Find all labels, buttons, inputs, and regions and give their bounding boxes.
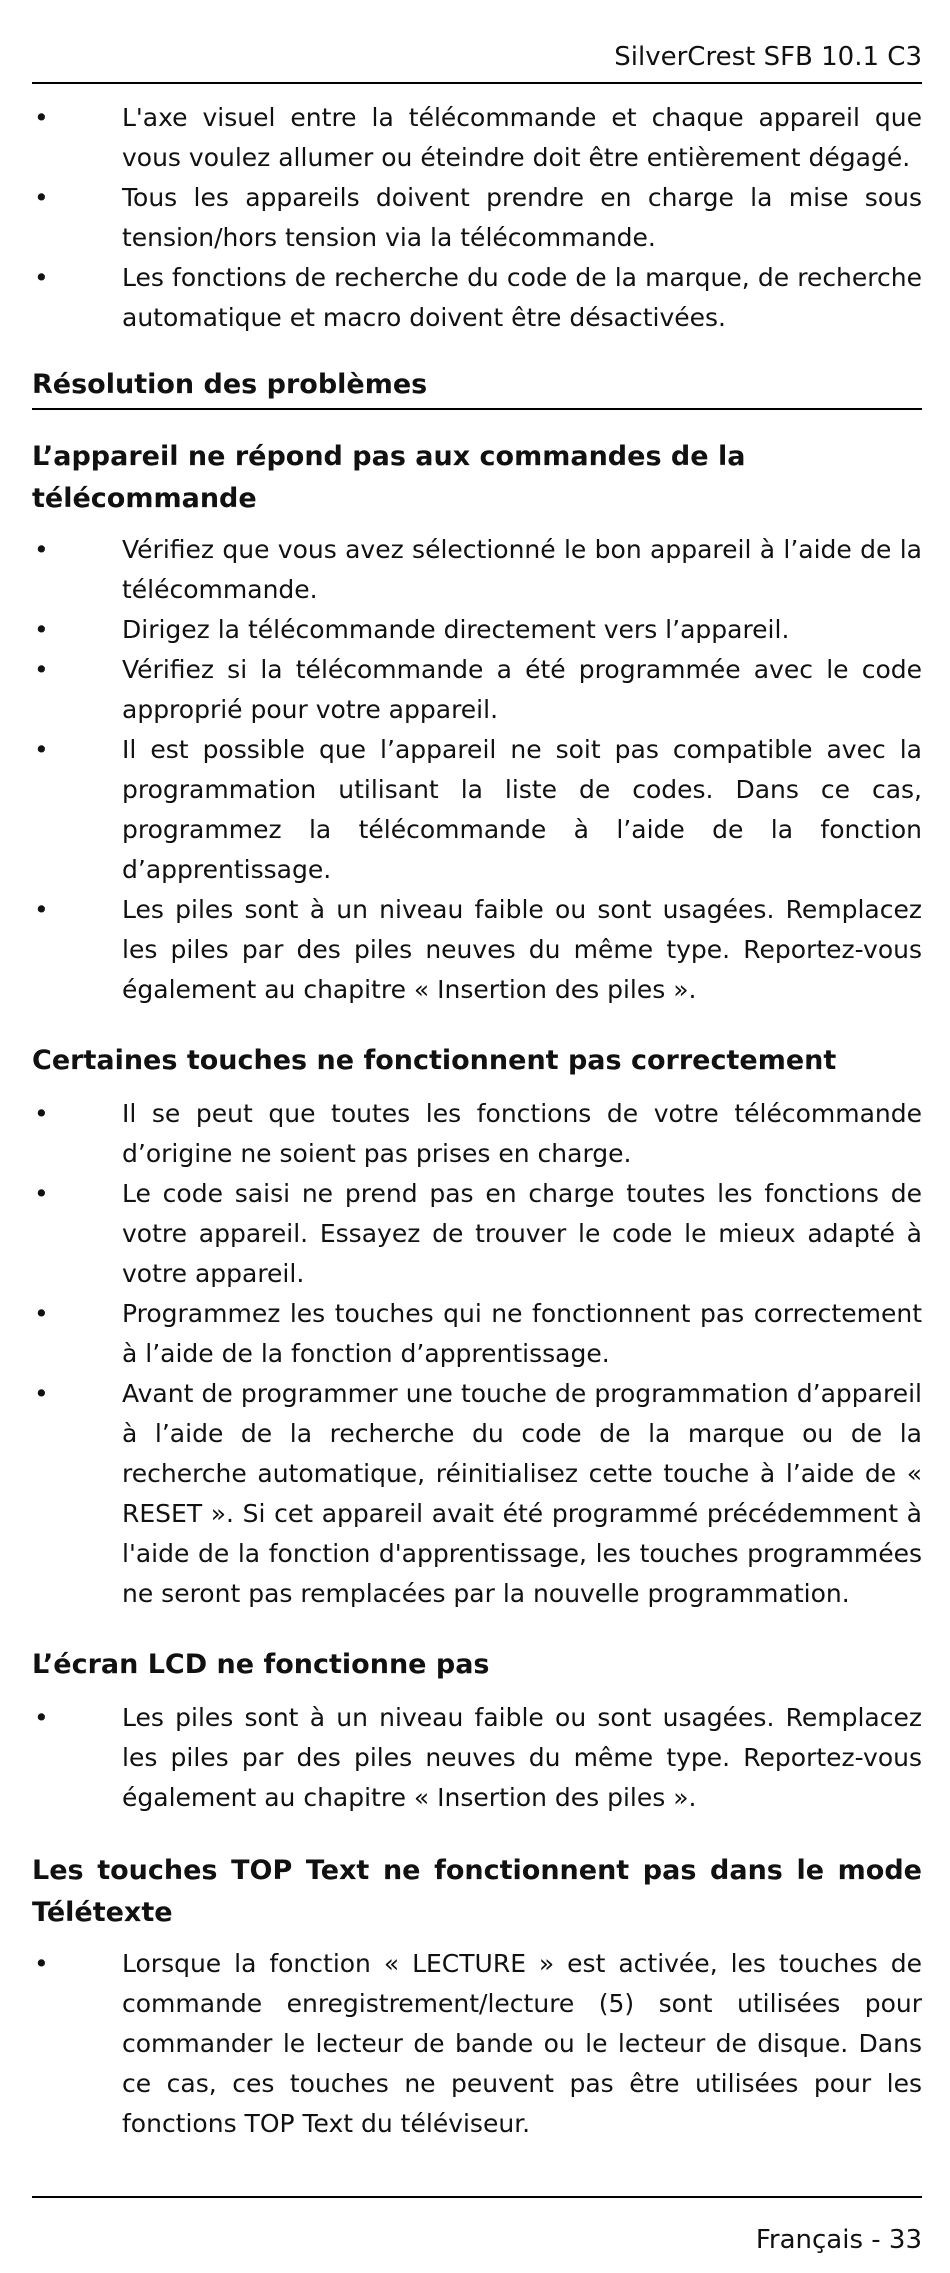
bullet-icon: •	[34, 655, 49, 684]
list-item-text: Il se peut que toutes les fonctions de votre télécommande d’origine ne soient pas prises en charge.	[122, 1099, 922, 1168]
list-item-text: L'axe visuel entre la télécommande et chaque appareil que vous voulez allumer ou éteindre doit être entièrement dégagé.	[122, 103, 922, 172]
header-rule	[32, 82, 922, 84]
list-item-text: Le code saisi ne prend pas en charge toutes les fonctions de votre appareil. Essayez de trouver le code le mieux adapté à votre appareil.	[122, 1179, 922, 1288]
section-title: Résolution des problèmes	[32, 369, 428, 400]
bullet-icon: •	[34, 1379, 49, 1408]
list-item-text: Les piles sont à un niveau faible ou sont usagées. Remplacez les piles par des piles neuves du même type. Reportez-vous également au chapitre « Insertion des piles ».	[122, 895, 922, 1004]
bullet-icon: •	[34, 535, 49, 564]
page-number: Français - 33	[755, 2225, 922, 2255]
bullet-icon: •	[34, 735, 49, 764]
subsection-heading: Certaines touches ne fonctionnent pas correctement	[32, 1045, 837, 1076]
bullet-icon: •	[34, 1099, 49, 1128]
subsection-heading: Les touches TOP Text ne fonctionnent pas dans le mode Télétexte	[32, 1855, 922, 1928]
list-item-text: Lorsque la fonction « LECTURE » est activée, les touches de commande enregistrement/lecture (5) sont utilisées pour commander le lecteur de bande ou le lecteur de disque. Dans ce cas, ces touches ne peuvent pas être utilisées pour les fonctions TOP Text du téléviseur.	[122, 1949, 922, 2138]
list-item-text: Il est possible que l’appareil ne soit pas compatible avec la programmation utilisant la liste de codes. Dans ce cas, programmez la télécommande à l’aide de la fonction d’apprentissage.	[122, 735, 922, 884]
bullet-icon: •	[34, 263, 49, 292]
list-item-text: Vérifiez si la télécommande a été programmée avec le code approprié pour votre appareil.	[122, 655, 922, 724]
bullet-icon: •	[34, 895, 49, 924]
bullet-icon: •	[34, 1703, 49, 1732]
section-rule	[32, 408, 922, 410]
list-item-text: Les fonctions de recherche du code de la marque, de recherche automatique et macro doivent être désactivées.	[122, 263, 922, 332]
list-item-text: Avant de programmer une touche de programmation d’appareil à l’aide de la recherche du code de la marque ou de la recherche automatique, réinitialisez cette touche à l’aide de « RESET ». Si cet appareil avait été programmé précédemment à l'aide de la fonction d'apprentissage, les touches programmées ne seront pas remplacées par la nouvelle programmation.	[122, 1379, 922, 1608]
bullet-icon: •	[34, 615, 49, 644]
bullet-icon: •	[34, 1949, 49, 1978]
running-header: SilverCrest SFB 10.1 C3	[614, 42, 922, 72]
list-item-text: Vérifiez que vous avez sélectionné le bon appareil à l’aide de la télécommande.	[122, 535, 922, 604]
footer-rule	[32, 2196, 922, 2198]
list-item-text: Les piles sont à un niveau faible ou sont usagées. Remplacez les piles par des piles neuves du même type. Reportez-vous également au chapitre « Insertion des piles ».	[122, 1703, 922, 1812]
list-item-text: Programmez les touches qui ne fonctionnent pas correctement à l’aide de la fonction d’apprentissage.	[122, 1299, 922, 1368]
bullet-icon: •	[34, 1299, 49, 1328]
subsection-heading: L’écran LCD ne fonctionne pas	[32, 1649, 490, 1680]
bullet-icon: •	[34, 1179, 49, 1208]
bullet-icon: •	[34, 183, 49, 212]
bullet-icon: •	[34, 103, 49, 132]
subsection-heading: L’appareil ne répond pas aux commandes de la télécommande	[32, 441, 746, 514]
list-item-text: Tous les appareils doivent prendre en charge la mise sous tension/hors tension via la télécommande.	[122, 183, 922, 252]
list-item-text: Dirigez la télécommande directement vers l’appareil.	[122, 615, 790, 644]
